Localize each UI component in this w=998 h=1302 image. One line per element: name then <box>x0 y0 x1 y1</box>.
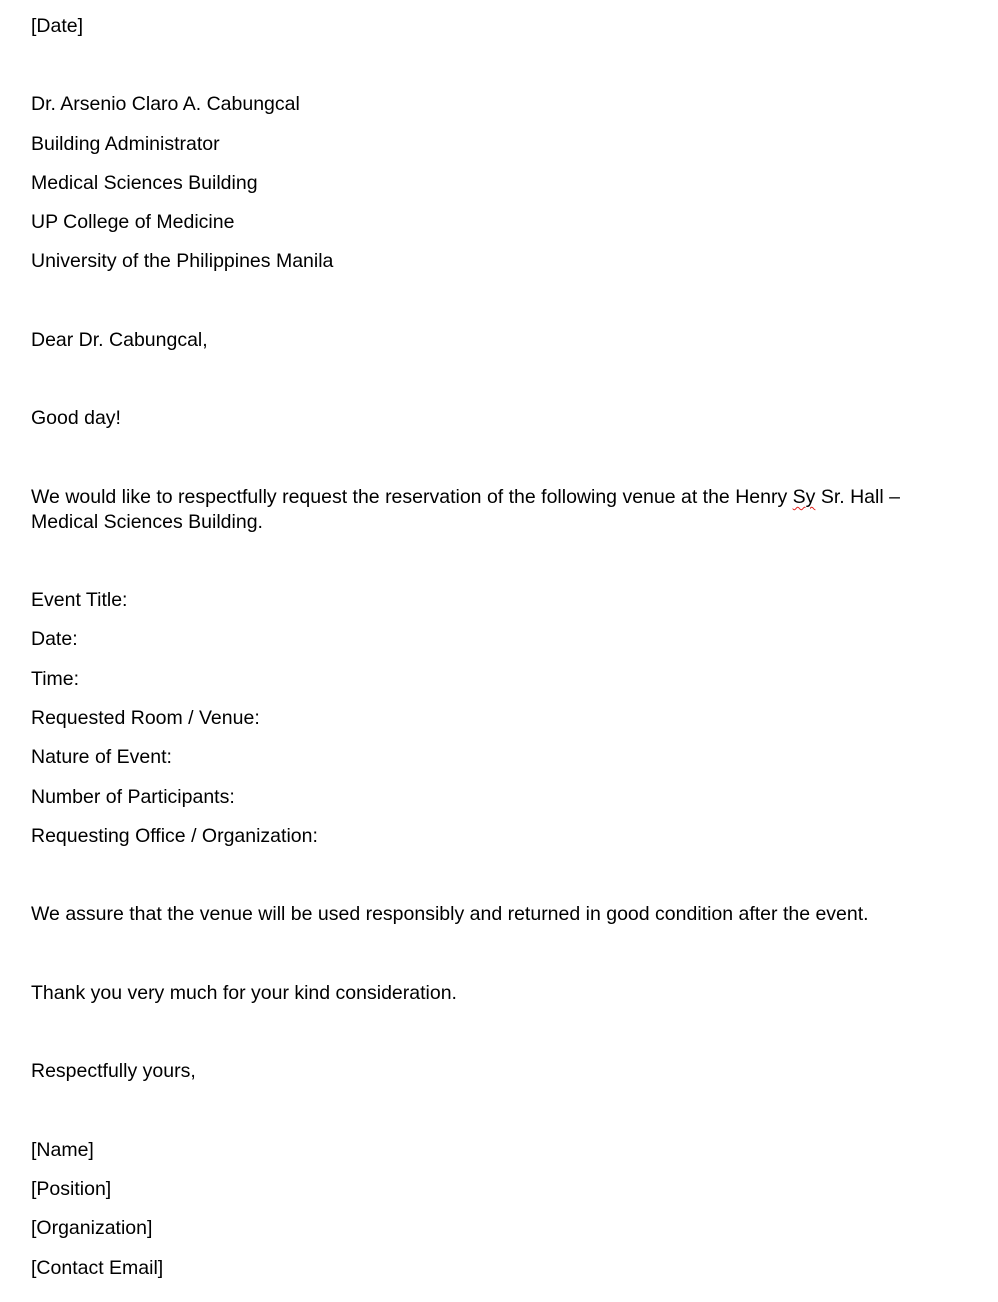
closing: Respectfully yours, <box>31 1060 196 1082</box>
field-requested-room: Requested Room / Venue: <box>31 707 260 729</box>
signature-position: [Position] <box>31 1178 112 1200</box>
recipient-college: UP College of Medicine <box>31 211 235 233</box>
field-date: Date: <box>31 628 78 650</box>
signature-email: [Contact Email] <box>31 1257 164 1279</box>
field-nature-of-event: Nature of Event: <box>31 746 172 768</box>
spellcheck-flagged-word[interactable]: Sy <box>792 486 816 508</box>
request-paragraph <box>31 485 936 534</box>
assurance-paragraph: We assure that the venue will be used responsibly and returned in good condition after the event. <box>31 903 869 925</box>
salutation: Dear Dr. Cabungcal, <box>31 329 208 351</box>
signature-name: [Name] <box>31 1139 94 1161</box>
recipient-title: Building Administrator <box>31 133 220 155</box>
date-placeholder: [Date] <box>31 15 84 37</box>
recipient-university: University of the Philippines Manila <box>31 250 334 272</box>
field-number-of-participants: Number of Participants: <box>31 786 235 808</box>
greeting: Good day! <box>31 407 121 429</box>
recipient-building: Medical Sciences Building <box>31 172 258 194</box>
request-text-end: Sr. Hall – Medical Sciences Building. <box>31 486 900 533</box>
field-requesting-office: Requesting Office / Organization: <box>31 825 318 847</box>
field-event-title: Event Title: <box>31 589 128 611</box>
request-text-start: We would like to respectfully request the reservation of the following venue at the Henry <box>31 486 793 508</box>
field-time: Time: <box>31 668 80 690</box>
signature-organization: [Organization] <box>31 1217 153 1239</box>
recipient-name: Dr. Arsenio Claro A. Cabungcal <box>31 93 300 115</box>
thanks-paragraph: Thank you very much for your kind consideration. <box>31 982 457 1004</box>
